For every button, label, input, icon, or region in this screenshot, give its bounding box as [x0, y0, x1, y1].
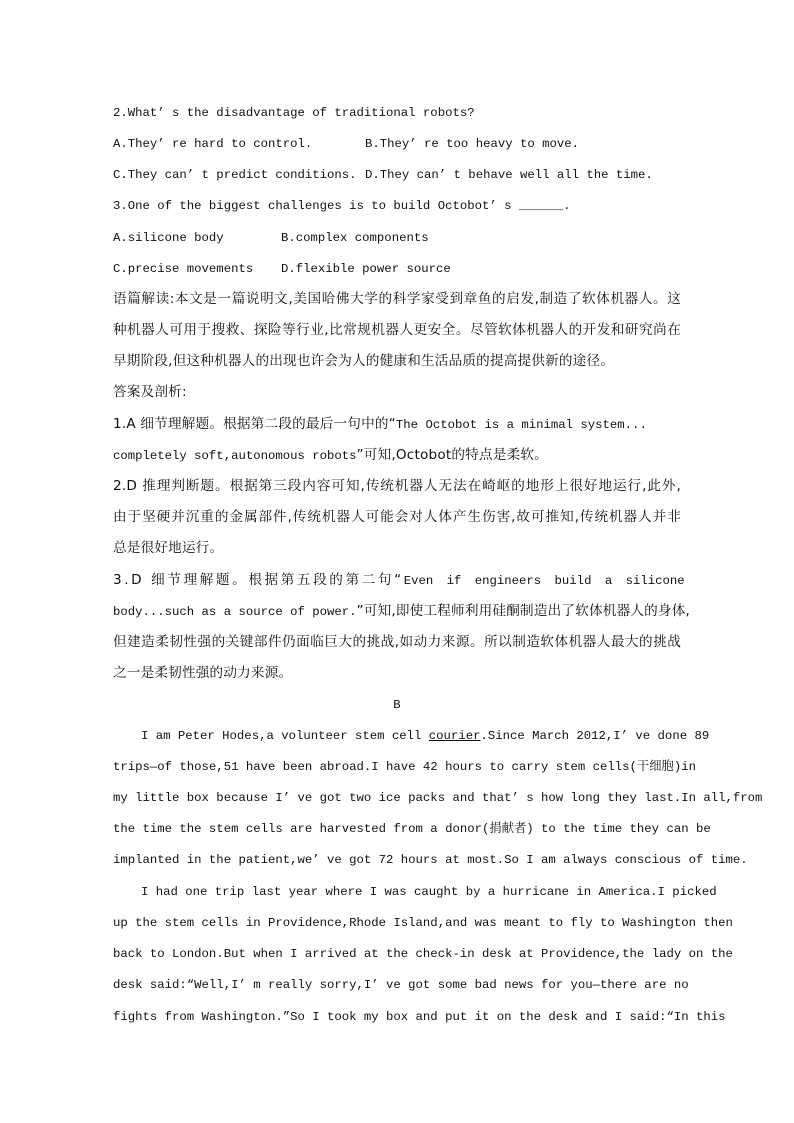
answer-3-conclusion: ”可知,即使工程师利用硅酮制造出了软体机器人的身体,	[356, 603, 691, 619]
passage-b-p2-line-5: fights from Washington.”So I took my box and put it on the desk and I said:“In this	[113, 1010, 726, 1024]
answer-3-line-4: 之一是柔韧性强的动力来源。	[113, 665, 293, 681]
passage-b-p1-line-1-end: .Since March 2012,I’ ve done 89	[480, 729, 710, 743]
reading-analysis-line-1: 语篇解读:本文是一篇说明文,美国哈佛大学的科学家受到章鱼的启发,制造了软体机器人。这	[113, 291, 681, 307]
passage-b-p1-line-1-start: I am Peter Hodes,a volunteer stem cell	[141, 729, 429, 743]
answer-1-conclusion: ”可知,Octobot的特点是柔软。	[356, 447, 548, 463]
question-2-option-a: A.They’ re hard to control.	[113, 137, 313, 151]
answer-3-prefix: 3.D 细节理解题。根据第五段的第二句“	[113, 572, 404, 588]
answers-heading: 答案及剖析:	[113, 384, 187, 400]
passage-b-p2-line-3: back to London.But when I arrived at the check-in desk at Providence,the lady on the	[113, 947, 733, 961]
question-2-option-c: C.They can’ t predict conditions.	[113, 168, 357, 182]
answer-2-line-1: 2.D 推理判断题。根据第三段内容可知,传统机器人无法在崎岖的地形上很好地运行,此外,	[113, 478, 681, 494]
passage-b-p1-line-2: trips—of those,51 have been abroad.I have 42 hours to carry stem cells(干细胞)in	[113, 760, 696, 774]
answer-3-line-2	[113, 601, 690, 621]
passage-b-p1-line-5: implanted in the patient,we’ ve got 72 hours at most.So I am always conscious of time.	[113, 853, 748, 867]
answer-3-line-3: 但建造柔韧性强的关键部件仍面临巨大的挑战,如动力来源。所以制造软体机器人最大的挑战	[113, 634, 681, 650]
answer-3-line-1	[113, 570, 685, 590]
question-3-option-a: A.silicone body	[113, 231, 224, 245]
answer-1-line-1	[113, 414, 647, 434]
answer-3-quote-end: body...such as a source of power.	[113, 605, 357, 619]
answer-2-line-2: 由于坚硬并沉重的金属部件,传统机器人可能会对人体产生伤害,故可推知,传统机器人并非	[113, 509, 681, 525]
question-3-option-c: C.precise movements	[113, 262, 254, 276]
answer-1-quote: The Octobot is a minimal system...	[395, 418, 647, 432]
answer-1-line-2	[113, 445, 548, 465]
passage-b-p1-line-4: the time the stem cells are harvested from a donor(捐献者) to the time they can be	[113, 822, 711, 836]
answer-1-quote-end: completely soft,autonomous robots	[113, 449, 357, 463]
reading-analysis-line-2: 种机器人可用于搜救、探险等行业,比常规机器人更安全。尽管软体机器人的开发和研究尚在	[113, 322, 681, 338]
answer-3-quote: Even if engineers build a silicone	[403, 574, 685, 588]
question-3-option-b: B.complex components	[281, 231, 429, 245]
question-2-option-b: B.They’ re too heavy to move.	[365, 137, 580, 151]
reading-analysis-line-3: 早期阶段,但这种机器人的出现也许会为人的健康和生活品质的提高提供新的途径。	[113, 353, 615, 369]
passage-b-p2-line-4: desk said:“Well,I’ m really sorry,I’ ve got some bad news for you—there are no	[113, 978, 689, 992]
underlined-word-courier: courier	[428, 729, 481, 743]
passage-b-p2-line-2: up the stem cells in Providence,Rhode Island,and was meant to fly to Washington then	[113, 916, 733, 930]
answer-2-line-3: 总是很好地运行。	[113, 540, 224, 556]
answer-1-prefix: 1.A 细节理解题。根据第二段的最后一句中的“	[113, 416, 396, 432]
question-3-stem: 3.One of the biggest challenges is to build Octobot’ s ______.	[113, 199, 571, 213]
passage-b-p2-line-1: I had one trip last year where I was caught by a hurricane in America.I picked	[141, 885, 717, 899]
question-2-option-d: D.They can’ t behave well all the time.	[365, 168, 653, 182]
passage-b-p1-line-1	[141, 726, 710, 746]
passage-b-p1-line-3: my little box because I’ ve got two ice packs and that’ s how long they last.In all,from	[113, 791, 763, 805]
passage-b-label: B	[393, 698, 401, 712]
question-2-stem: 2.What’ s the disadvantage of traditional robots?	[113, 106, 475, 120]
question-3-option-d: D.flexible power source	[281, 262, 451, 276]
